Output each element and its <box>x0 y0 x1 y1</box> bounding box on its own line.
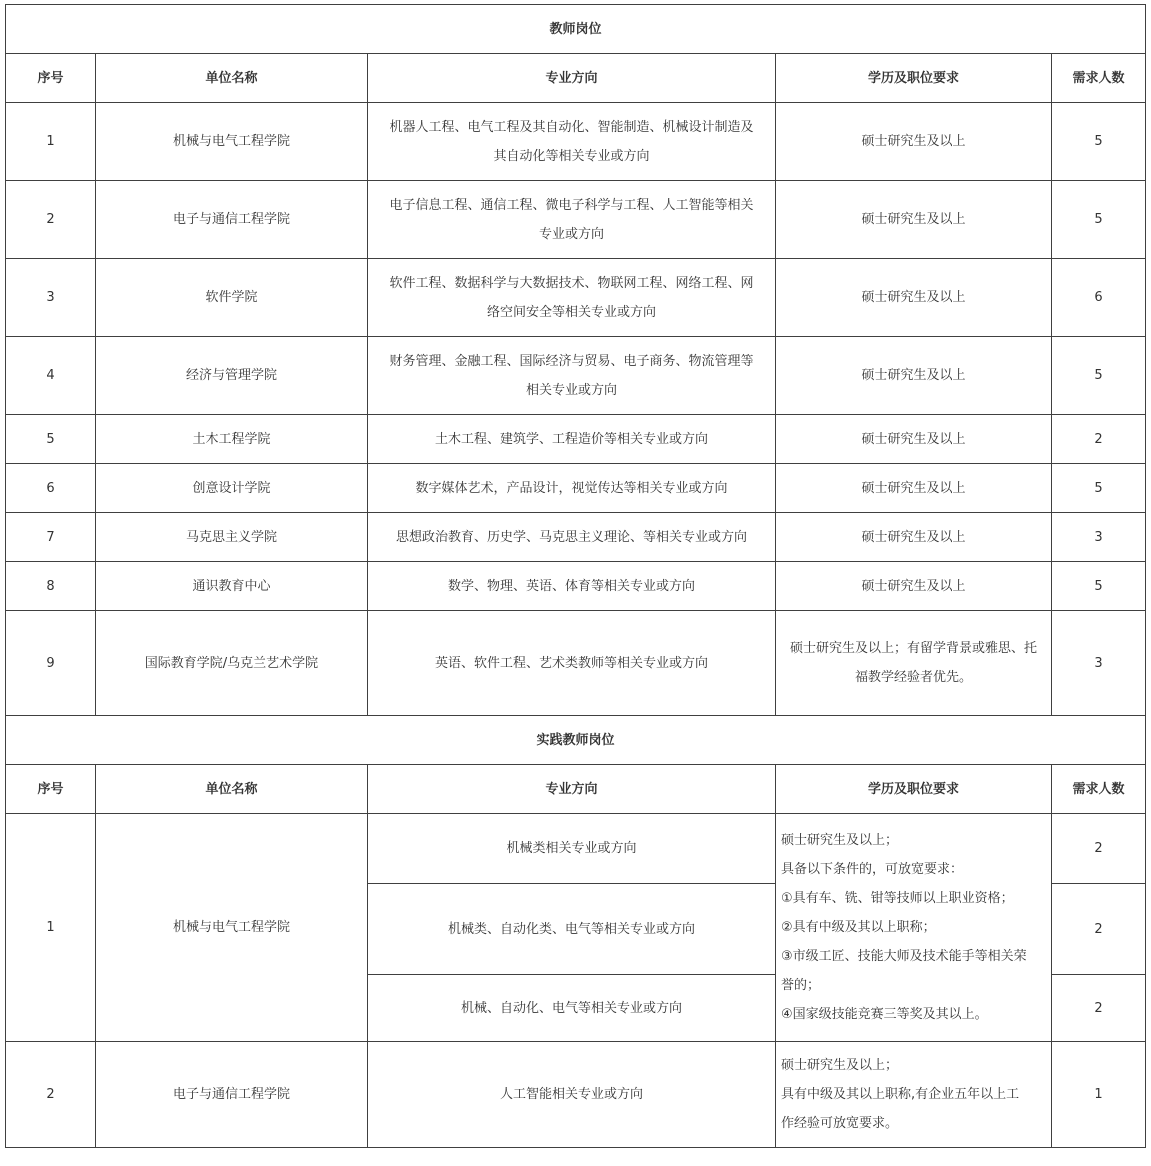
row-unit: 机械与电气工程学院 <box>96 103 368 181</box>
requirement-line: 具有中级及其以上职称,有企业五年以上工 <box>781 1087 1020 1102</box>
requirement-line: ①具有车、铣、钳等技师以上职业资格； <box>781 891 1014 906</box>
row-unit: 通识教育中心 <box>96 562 368 611</box>
requirement-line: 福教学经验者优先。 <box>854 670 972 685</box>
header-count: 需求人数 <box>1052 765 1146 814</box>
table-row <box>6 259 1146 337</box>
header-requirement: 学历及职位要求 <box>776 765 1052 814</box>
row-unit: 经济与管理学院 <box>96 337 368 415</box>
header-row <box>6 54 1146 103</box>
section-title: 教师岗位 <box>6 5 1146 54</box>
row-no: 5 <box>6 415 96 464</box>
table-row <box>6 513 1146 562</box>
table-row <box>6 337 1146 415</box>
row-count: 1 <box>1052 1042 1146 1148</box>
row-no: 6 <box>6 464 96 513</box>
table-row <box>6 415 1146 464</box>
row-requirement <box>776 1042 1052 1148</box>
header-major: 专业方向 <box>368 54 776 103</box>
row-major <box>368 259 776 337</box>
requirement-line: 作经验可放宽要求。 <box>781 1116 899 1131</box>
row-unit: 机械与电气工程学院 <box>96 814 368 1042</box>
table-row <box>6 814 1146 884</box>
table-row <box>6 562 1146 611</box>
row-no: 4 <box>6 337 96 415</box>
row-requirement: 硕士研究生及以上 <box>776 562 1052 611</box>
section-title: 实践教师岗位 <box>6 716 1146 765</box>
major-line: 财务管理、金融工程、国际经济与贸易、电子商务、物流管理等 <box>389 353 754 369</box>
row-count: 5 <box>1052 562 1146 611</box>
row-count: 5 <box>1052 337 1146 415</box>
row-count: 2 <box>1052 415 1146 464</box>
row-unit: 电子与通信工程学院 <box>96 1042 368 1148</box>
row-major: 思想政治教育、历史学、马克思主义理论、等相关专业或方向 <box>368 513 776 562</box>
row-major: 人工智能相关专业或方向 <box>368 1042 776 1148</box>
row-no: 1 <box>6 814 96 1042</box>
row-count: 5 <box>1052 103 1146 181</box>
row-major: 数字媒体艺术，产品设计，视觉传达等相关专业或方向 <box>368 464 776 513</box>
requirement-line: 硕士研究生及以上；有留学背景或雅思、托 <box>789 641 1037 656</box>
row-unit: 马克思主义学院 <box>96 513 368 562</box>
recruitment-table <box>5 4 1146 1148</box>
header-no: 序号 <box>6 765 96 814</box>
row-count: 3 <box>1052 611 1146 716</box>
row-major: 机械、自动化、电气等相关专业或方向 <box>368 975 776 1042</box>
major-line: 软件工程、数据科学与大数据技术、物联网工程、网络工程、网 <box>389 275 754 291</box>
requirement-line: ③市级工匠、技能大师及技术能手等相关荣 <box>781 949 1027 964</box>
row-no: 9 <box>6 611 96 716</box>
row-count: 6 <box>1052 259 1146 337</box>
row-count: 2 <box>1052 975 1146 1042</box>
row-unit: 电子与通信工程学院 <box>96 181 368 259</box>
row-no: 2 <box>6 1042 96 1148</box>
row-major: 英语、软件工程、艺术类教师等相关专业或方向 <box>368 611 776 716</box>
row-requirement: 硕士研究生及以上 <box>776 181 1052 259</box>
row-unit: 土木工程学院 <box>96 415 368 464</box>
row-count: 5 <box>1052 464 1146 513</box>
row-requirement: 硕士研究生及以上 <box>776 103 1052 181</box>
row-count: 3 <box>1052 513 1146 562</box>
header-count: 需求人数 <box>1052 54 1146 103</box>
requirement-line: ②具有中级及其以上职称； <box>781 920 936 935</box>
major-line: 相关专业或方向 <box>525 382 617 398</box>
row-major: 机械类、自动化类、电气等相关专业或方向 <box>368 884 776 975</box>
row-unit: 国际教育学院/乌克兰艺术学院 <box>96 611 368 716</box>
row-unit: 软件学院 <box>96 259 368 337</box>
header-no: 序号 <box>6 54 96 103</box>
requirement-line: 具备以下条件的，可放宽要求： <box>781 862 964 877</box>
row-unit: 创意设计学院 <box>96 464 368 513</box>
requirement-line: 硕士研究生及以上； <box>781 1058 899 1073</box>
row-major: 机械类相关专业或方向 <box>368 814 776 884</box>
table-row <box>6 611 1146 716</box>
major-line: 电子信息工程、通信工程、微电子科学与工程、人工智能等相关 <box>389 197 754 213</box>
row-count: 2 <box>1052 814 1146 884</box>
row-count: 2 <box>1052 884 1146 975</box>
table-row <box>6 1042 1146 1148</box>
row-no: 7 <box>6 513 96 562</box>
row-requirement: 硕士研究生及以上 <box>776 513 1052 562</box>
major-line: 专业或方向 <box>538 226 604 242</box>
row-requirement: 硕士研究生及以上 <box>776 259 1052 337</box>
row-no: 3 <box>6 259 96 337</box>
header-requirement: 学历及职位要求 <box>776 54 1052 103</box>
row-major: 数学、物理、英语、体育等相关专业或方向 <box>368 562 776 611</box>
table-row <box>6 181 1146 259</box>
table-row <box>6 103 1146 181</box>
row-requirement <box>776 814 1052 1042</box>
row-no: 8 <box>6 562 96 611</box>
row-no: 2 <box>6 181 96 259</box>
requirement-line: 誉的； <box>781 978 821 993</box>
requirement-line: 硕士研究生及以上； <box>781 833 899 848</box>
row-requirement: 硕士研究生及以上 <box>776 337 1052 415</box>
row-major <box>368 103 776 181</box>
major-line: 其自动化等相关专业或方向 <box>493 148 650 164</box>
requirement-line: ④国家级技能竞赛三等奖及其以上。 <box>781 1007 988 1022</box>
table-row <box>6 464 1146 513</box>
row-count: 5 <box>1052 181 1146 259</box>
row-requirement: 硕士研究生及以上 <box>776 464 1052 513</box>
major-line: 机器人工程、电气工程及其自动化、智能制造、机械设计制造及 <box>389 119 754 135</box>
row-requirement: 硕士研究生及以上 <box>776 415 1052 464</box>
major-line: 络空间安全等相关专业或方向 <box>486 304 656 320</box>
row-major <box>368 337 776 415</box>
row-requirement <box>776 611 1052 716</box>
header-unit: 单位名称 <box>96 54 368 103</box>
row-major <box>368 181 776 259</box>
row-no: 1 <box>6 103 96 181</box>
row-major: 土木工程、建筑学、工程造价等相关专业或方向 <box>368 415 776 464</box>
header-row <box>6 765 1146 814</box>
header-major: 专业方向 <box>368 765 776 814</box>
header-unit: 单位名称 <box>96 765 368 814</box>
